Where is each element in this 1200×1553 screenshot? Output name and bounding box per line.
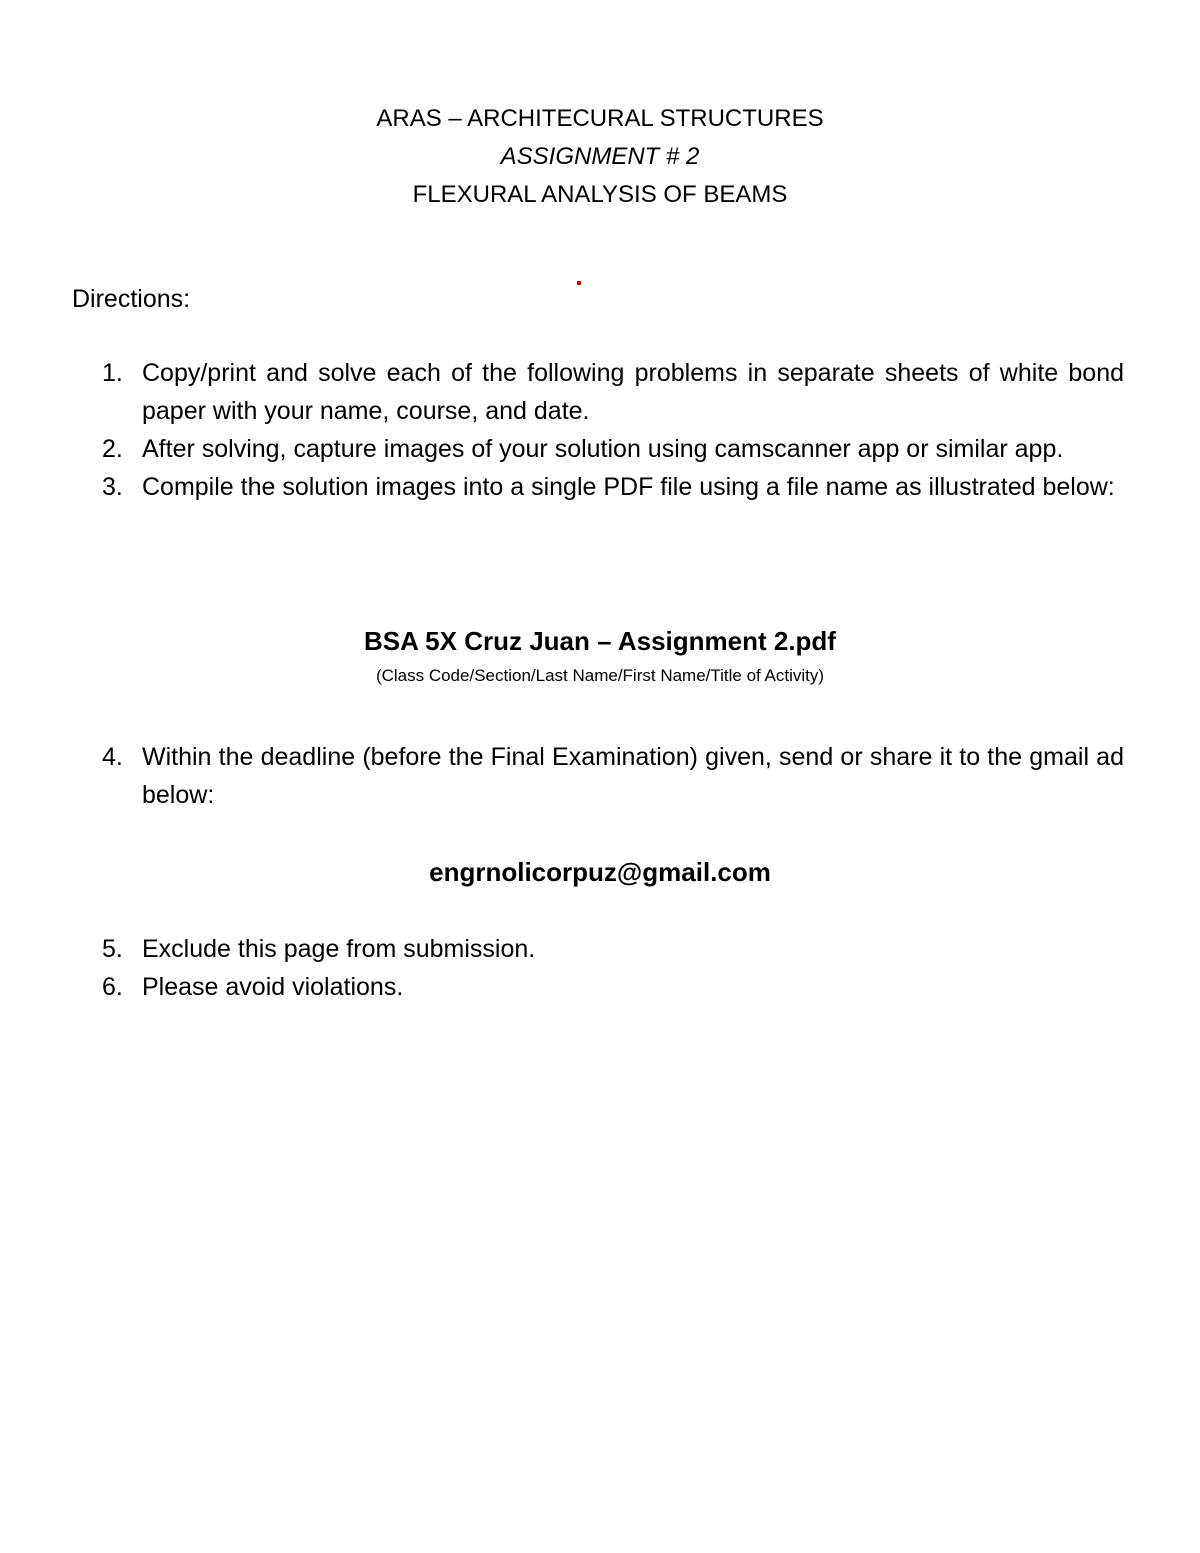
list-item (102, 430, 1124, 468)
list-item-text: Please avoid violations. (142, 973, 404, 1001)
list-item (102, 468, 1124, 506)
list-item-text: Exclude this page from submission. (142, 935, 536, 963)
list-item-text: Copy/print and solve each of the following problems in separate sheets of white bond paper with your name, course, and date. (142, 359, 1124, 425)
list-item (102, 930, 1124, 968)
list-item-number: 4. (102, 743, 123, 771)
submission-email: engrnolicorpuz@gmail.com (429, 857, 771, 887)
red-dot-mark (577, 281, 581, 285)
list-item-number: 1. (102, 359, 123, 387)
list-item-text: Compile the solution images into a single PDF file using a file name as illustrated below: (142, 473, 1115, 501)
list-item-number: 3. (102, 473, 123, 501)
list-item-number: 5. (102, 935, 123, 963)
list-item-text: Within the deadline (before the Final Examination) given, send or share it to the gmail ad below: (142, 743, 1124, 809)
course-title: ARAS – ARCHITECURAL STRUCTURES (376, 105, 824, 132)
list-item (102, 738, 1124, 814)
example-filename: BSA 5X Cruz Juan – Assignment 2.pdf (364, 626, 836, 656)
directions-label: Directions: (72, 285, 191, 313)
list-item-text: After solving, capture images of your solution using camscanner app or similar app. (142, 435, 1064, 463)
assignment-title: ASSIGNMENT # 2 (500, 143, 700, 170)
directions-list-part2 (102, 738, 1124, 814)
topic-title: FLEXURAL ANALYSIS OF BEAMS (412, 181, 788, 208)
list-item-number: 6. (102, 973, 123, 1001)
directions-list-part3 (102, 930, 1124, 1006)
document-header (0, 100, 1200, 214)
list-item-number: 2. (102, 435, 123, 463)
directions-list-part1 (102, 354, 1124, 506)
list-item (102, 354, 1124, 430)
list-item (102, 968, 1124, 1006)
filename-hint: (Class Code/Section/Last Name/First Name/Title of Activity) (375, 666, 825, 685)
